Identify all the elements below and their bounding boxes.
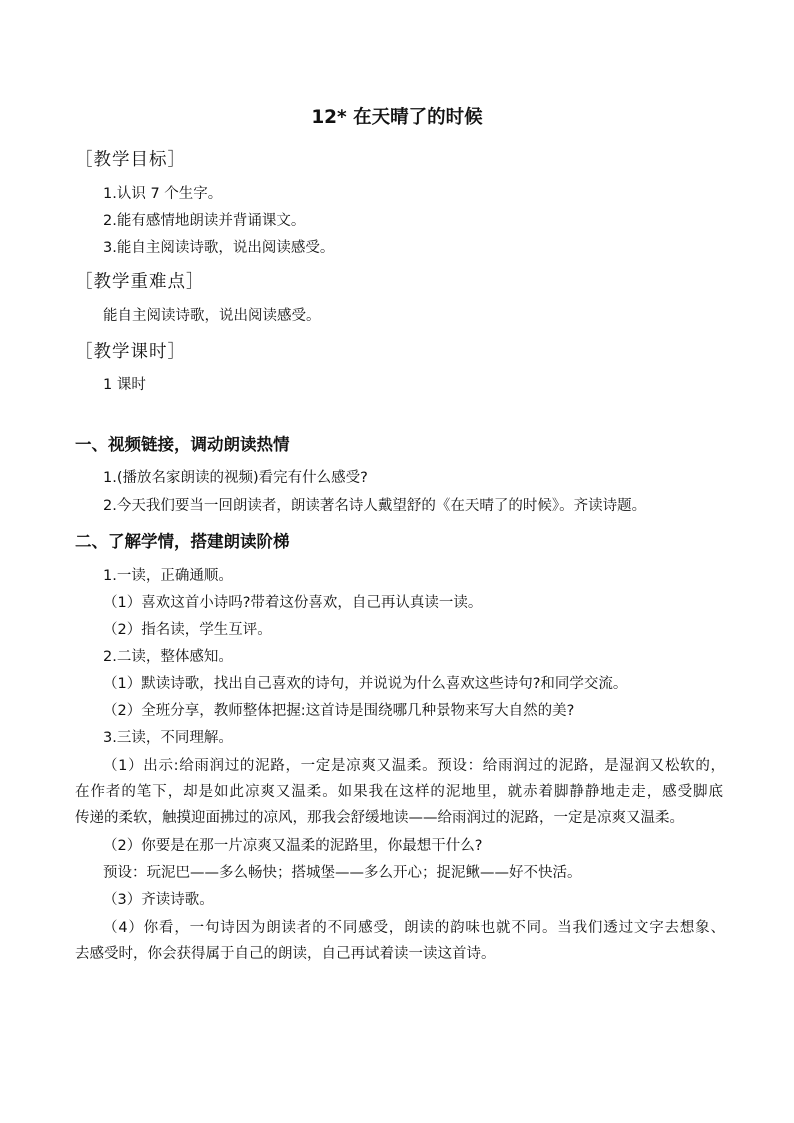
paragraph-line: （2）指名读，学生互评。: [103, 622, 272, 638]
paragraph-line: 传递的柔软，触摸迎面拂过的凉风，那我会舒缓地读——给雨润过的泥路，一定是凉爽又温柔。: [75, 810, 684, 826]
difficulty-text: 能自主阅读诗歌，说出阅读感受。: [103, 308, 321, 324]
objective-item: 3.能自主阅读诗歌，说出阅读感受。: [103, 240, 335, 256]
paragraph-line: 1.(播放名家朗读的视频)看完有什么感受?: [103, 470, 368, 486]
paragraph-line: （2）全班分享，教师整体把握:这首诗是围绕哪几种景物来写大自然的美?: [103, 703, 575, 719]
paragraph-line: 2.今天我们要当一回朗读者，朗读著名诗人戴望舒的《在天晴了的时候》。齐读诗题。: [103, 498, 647, 514]
paragraph-line: （1）默读诗歌，找出自己喜欢的诗句，并说说为什么喜欢这些诗句?和同学交流。: [103, 676, 628, 692]
paragraph-line: （3）齐读诗歌。: [103, 892, 214, 908]
paragraph-line: （1）出示:给雨润过的泥路，一定是凉爽又温柔。预设：给雨润过的泥路，是湿润又松软的，: [103, 758, 725, 774]
objective-item: 2.能有感情地朗读并背诵课文。: [103, 213, 306, 229]
paragraph-line: （2）你要是在那一片凉爽又温柔的泥路里，你最想干什么?: [103, 838, 483, 854]
objective-item: 1.认识 7 个生字。: [103, 186, 223, 202]
section-heading: 二、了解学情，搭建朗读阶梯: [75, 532, 290, 551]
hours-text: 1 课时: [103, 377, 146, 393]
section-heading: 一、视频链接，调动朗读热情: [75, 435, 290, 454]
paragraph-line: （4）你看，一句诗因为朗读者的不同感受，朗读的韵味也就不同。当我们透过文字去想象、: [103, 920, 725, 936]
difficulty-heading: ［教学重难点］: [75, 272, 205, 292]
paragraph-line: （1）喜欢这首小诗吗?带着这份喜欢，自己再认真读一读。: [103, 595, 483, 611]
paragraph-line: 在作者的笔下，却是如此凉爽又温柔。如果我在这样的泥地里，就赤着脚静静地走走，感受脚底: [75, 784, 723, 800]
paragraph-line: 预设：玩泥巴——多么畅快；搭城堡——多么开心；捉泥鳅——好不快活。: [103, 865, 582, 881]
paragraph-line: 3.三读，不同理解。: [103, 730, 233, 746]
paragraph-line: 2.二读，整体感知。: [103, 649, 233, 665]
objectives-heading: ［教学目标］: [75, 150, 186, 170]
paragraph-line: 去感受时，你会获得属于自己的朗读，自己再试着读一读这首诗。: [75, 946, 496, 962]
paragraph-line: 1.一读，正确通顺。: [103, 568, 233, 584]
page-title: 12* 在天晴了的时候: [311, 107, 483, 128]
hours-heading: ［教学课时］: [75, 342, 186, 362]
